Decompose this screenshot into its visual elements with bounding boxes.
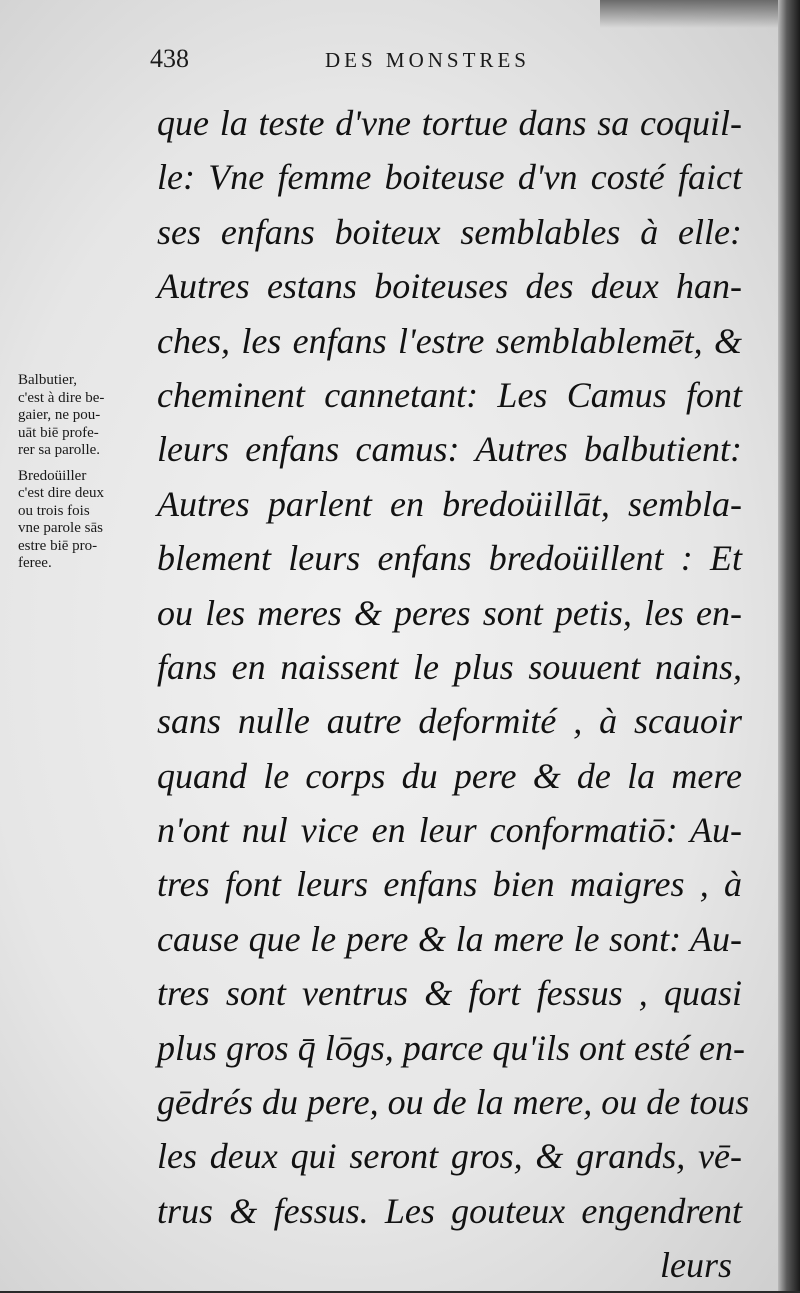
text-line: gēdrés du pere, ou de la mere, ou de tous	[157, 1082, 750, 1123]
margin-note-line: rer sa parolle.	[18, 442, 101, 458]
text-line: ses enfans boiteux semblables à elle:	[157, 211, 742, 252]
text-line: cheminent cannetant: Les Camus font	[157, 374, 742, 415]
margin-note-line: c'est dire deux	[18, 485, 105, 501]
margin-note-line: gaier, ne pou-	[18, 407, 101, 423]
margin-note-bredouiller	[18, 468, 160, 573]
text-line: tres font leurs enfans bien maigres , à	[157, 864, 742, 905]
margin-note-line: Bredoüiller	[18, 467, 87, 484]
text-line: quand le corps du pere & de la mere	[157, 755, 742, 796]
text-line: sans nulle autre deformité , à scauoir	[157, 701, 742, 742]
margin-note-line: ou trois fois	[18, 502, 90, 519]
running-title: DES MONSTRES	[325, 48, 530, 72]
text-line: ches, les enfans l'estre semblablemēt, &	[157, 320, 742, 361]
catchword: leurs	[660, 1245, 732, 1286]
text-line: tres sont ventrus & fort fessus , quasi	[157, 973, 742, 1014]
text-line: trus & fessus. Les gouteux engendrent	[157, 1190, 742, 1231]
margin-note-line: Balbutier,	[18, 372, 77, 388]
text-line: le: Vne femme boiteuse d'vn costé faict	[157, 157, 742, 198]
text-line: les deux qui seront gros, & grands, vē-	[157, 1136, 742, 1177]
text-line: Autres estans boiteuses des deux han-	[157, 266, 742, 307]
text-line: n'ont nul vice en leur conformatiō: Au-	[157, 810, 742, 851]
margin-note-line: vne parole sās	[18, 520, 103, 536]
text-line: Autres parlent en bredoüillāt, sembla-	[157, 483, 742, 524]
text-line: fans en naissent le plus souuent nains,	[157, 646, 742, 687]
page-header	[150, 44, 770, 80]
text-line: ou les meres & peres sont petis, les en-	[157, 592, 742, 633]
margin-note-line: uāt biē profe-	[18, 424, 99, 441]
margin-notes	[18, 372, 160, 581]
text-line: plus gros q̄ lōgs, parce qu'ils ont esté en-	[157, 1027, 745, 1068]
text-line: blement leurs enfans bredoüillent : Et	[157, 538, 742, 579]
page-number: 438	[150, 44, 189, 73]
margin-note-balbutier	[18, 372, 160, 460]
text-line: leurs enfans camus: Autres balbutient:	[157, 429, 742, 470]
text-line: que la teste d'vne tortue dans sa coquil-	[157, 103, 742, 143]
margin-note-line: c'est à dire be-	[18, 389, 105, 406]
margin-note-line: feree.	[18, 555, 52, 571]
page-edge	[778, 0, 800, 1291]
text-line: cause que le pere & la mere le sont: Au-	[157, 918, 742, 959]
main-text-block	[157, 96, 750, 1293]
margin-note-line: estre biē pro-	[18, 537, 98, 554]
page-shadow	[600, 0, 800, 28]
